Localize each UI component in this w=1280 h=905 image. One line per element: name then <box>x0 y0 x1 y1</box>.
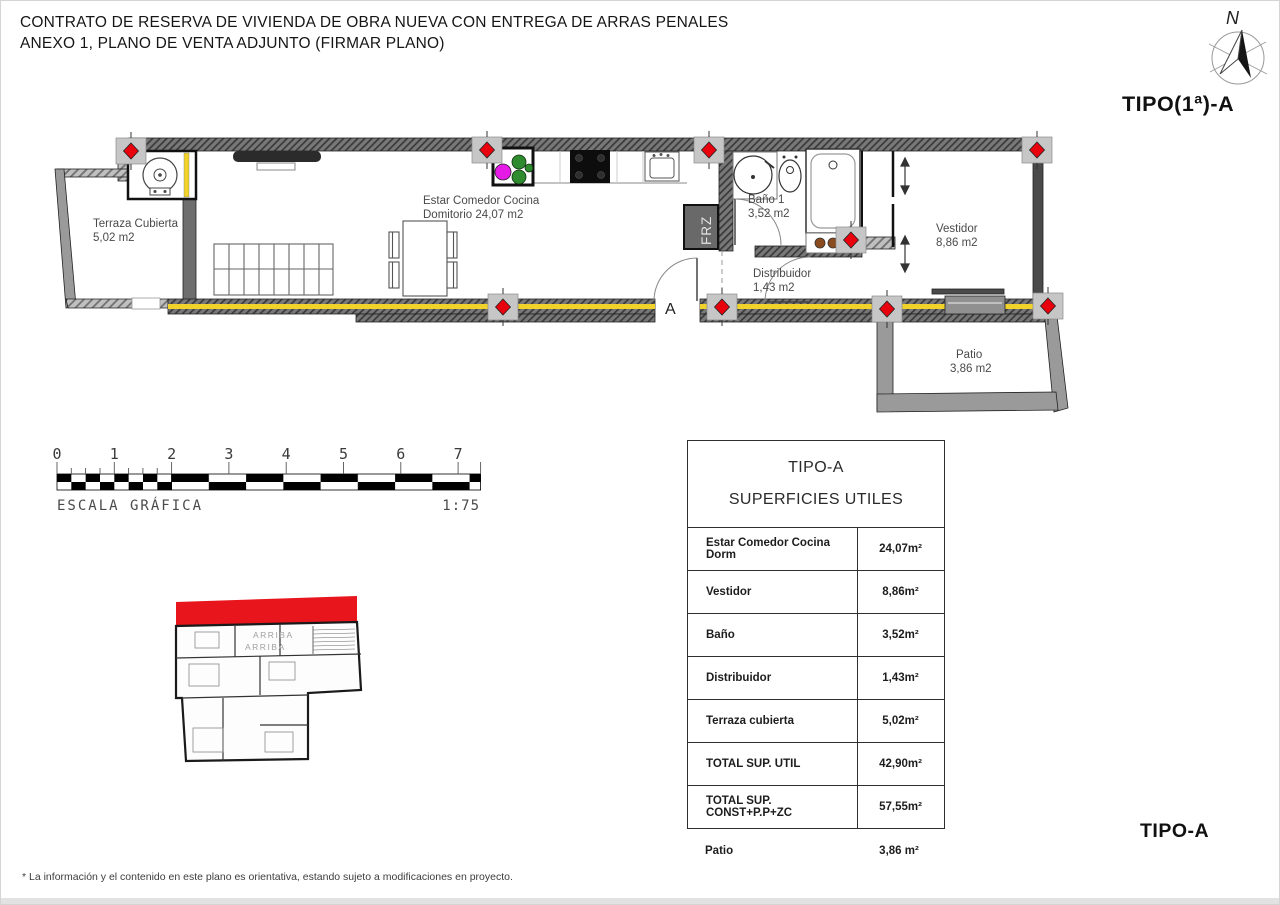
wall-terraza-left <box>55 169 76 308</box>
wall-top <box>128 138 1040 151</box>
label-bano: Baño 1 <box>748 194 785 206</box>
table-row: Baño 3,52m² <box>688 613 944 656</box>
patio-window <box>945 296 1005 314</box>
wall-bano-left <box>719 151 733 251</box>
kitchen-sink-icon <box>645 152 679 181</box>
cooktop-icon <box>570 150 610 183</box>
label-patio: Patio <box>956 349 983 361</box>
wall-patio-bottom <box>877 392 1058 412</box>
svg-text:7: 7 <box>453 445 463 463</box>
page-bottom-edge <box>0 898 1280 905</box>
north-label: N <box>1226 8 1239 28</box>
freezer-box <box>684 205 718 249</box>
chair <box>389 232 399 258</box>
marker-icon <box>488 288 518 326</box>
svg-text:0: 0 <box>52 445 62 463</box>
door-a-label: A <box>665 301 676 318</box>
marker-icon <box>694 131 724 169</box>
footnote: * La información y el contenido en este plano es orientativa, estando sujeto a modificaciones en proyecto. <box>22 871 513 883</box>
wall-terraza-top <box>57 169 129 177</box>
svg-text:1: 1 <box>109 445 119 463</box>
wall-vestidor-right <box>1033 151 1043 299</box>
title-line-1: CONTRATO DE RESERVA DE VIVIENDA DE OBRA NUEVA CON ENTREGA DE ARRAS PENALES <box>20 14 729 31</box>
insulation-a <box>168 304 655 309</box>
svg-text:6: 6 <box>396 445 406 463</box>
label-vestidor: Vestidor <box>936 223 978 235</box>
entrance-door <box>654 258 697 301</box>
ac-unit <box>233 151 321 170</box>
bathtub-icon <box>806 149 860 233</box>
toilet-icon <box>779 156 801 193</box>
dining-table <box>389 221 457 296</box>
patio-extra-row: Patio 3,86 m² <box>705 845 919 857</box>
marker-icon <box>1022 131 1052 169</box>
plant-pot-magenta <box>495 164 511 180</box>
plant-green <box>512 170 526 184</box>
wall-main-left <box>183 199 196 300</box>
patio-window-lintel <box>932 289 1004 294</box>
svg-text:1,43 m2: 1,43 m2 <box>753 282 795 294</box>
label-estar: Estar Comedor Cocina <box>423 195 540 207</box>
scale-bar <box>52 445 480 514</box>
type-label-bottom: TIPO-A <box>1140 820 1210 842</box>
marker-icon <box>1033 287 1063 325</box>
scale-ratio: 1:75 <box>442 498 480 514</box>
marker-icon <box>116 132 146 170</box>
marker-icon <box>472 131 502 169</box>
svg-text:3,86 m2: 3,86 m2 <box>950 363 992 375</box>
walls <box>55 138 1068 412</box>
scale-label: ESCALA GRÁFICA <box>57 498 204 514</box>
svg-text:5,02 m2: 5,02 m2 <box>93 232 135 244</box>
sofa <box>214 244 333 295</box>
key-plan <box>176 596 361 761</box>
svg-text:Domitorio 24,07 m2: Domitorio 24,07 m2 <box>423 209 524 221</box>
marker-icon <box>836 221 866 259</box>
floor-plan <box>55 131 1068 412</box>
table-title: TIPO-A <box>788 459 844 476</box>
stairs-label-2: ARRIBA <box>245 642 286 652</box>
terraza-opening <box>132 298 160 309</box>
plant-green-small <box>525 164 533 172</box>
surfaces-table <box>687 440 945 829</box>
freezer-label: FRZ <box>699 215 714 245</box>
table-row: Terraza cubierta 5,02m² <box>688 699 944 742</box>
label-terraza: Terraza Cubierta <box>93 218 179 230</box>
table-row: Distribuidor 1,43m² <box>688 656 944 699</box>
scale-ticks <box>57 462 481 474</box>
table-subtitle: SUPERFICIES UTILES <box>728 491 904 508</box>
chair <box>389 262 399 288</box>
title-line-2: ANEXO 1, PLANO DE VENTA ADJUNTO (FIRMAR PLANO) <box>20 35 445 52</box>
kitchen-counter <box>532 150 687 183</box>
svg-text:8,86 m2: 8,86 m2 <box>936 237 978 249</box>
type-label-top: TIPO(1ª)-A <box>1122 92 1235 116</box>
stairs-label-1: ARRIBA <box>253 630 294 640</box>
table-row: Vestidor 8,86m² <box>688 570 944 613</box>
marker-icon <box>872 290 902 328</box>
chair <box>447 262 457 288</box>
table-row-total-util: TOTAL SUP. UTIL 42,90m² <box>688 742 944 785</box>
svg-text:5: 5 <box>338 445 349 463</box>
surfaces-table-header <box>688 441 944 527</box>
chair <box>447 232 457 258</box>
svg-text:3,52 m2: 3,52 m2 <box>748 208 790 220</box>
svg-text:2: 2 <box>167 445 177 463</box>
plant-green <box>512 155 526 169</box>
compass-rose <box>1209 8 1267 84</box>
vestidor-arrows <box>901 158 909 272</box>
label-distribuidor: Distribuidor <box>753 268 812 280</box>
table-row-total-const: TOTAL SUP. CONST+P.P+ZC 57,55m² <box>688 785 944 828</box>
scale-numbers <box>52 445 462 463</box>
table-row: Estar Comedor Cocina Dorm 24,07m² <box>688 527 944 570</box>
svg-text:4: 4 <box>281 445 291 463</box>
marker-icon <box>707 288 737 326</box>
svg-text:3: 3 <box>224 445 234 463</box>
